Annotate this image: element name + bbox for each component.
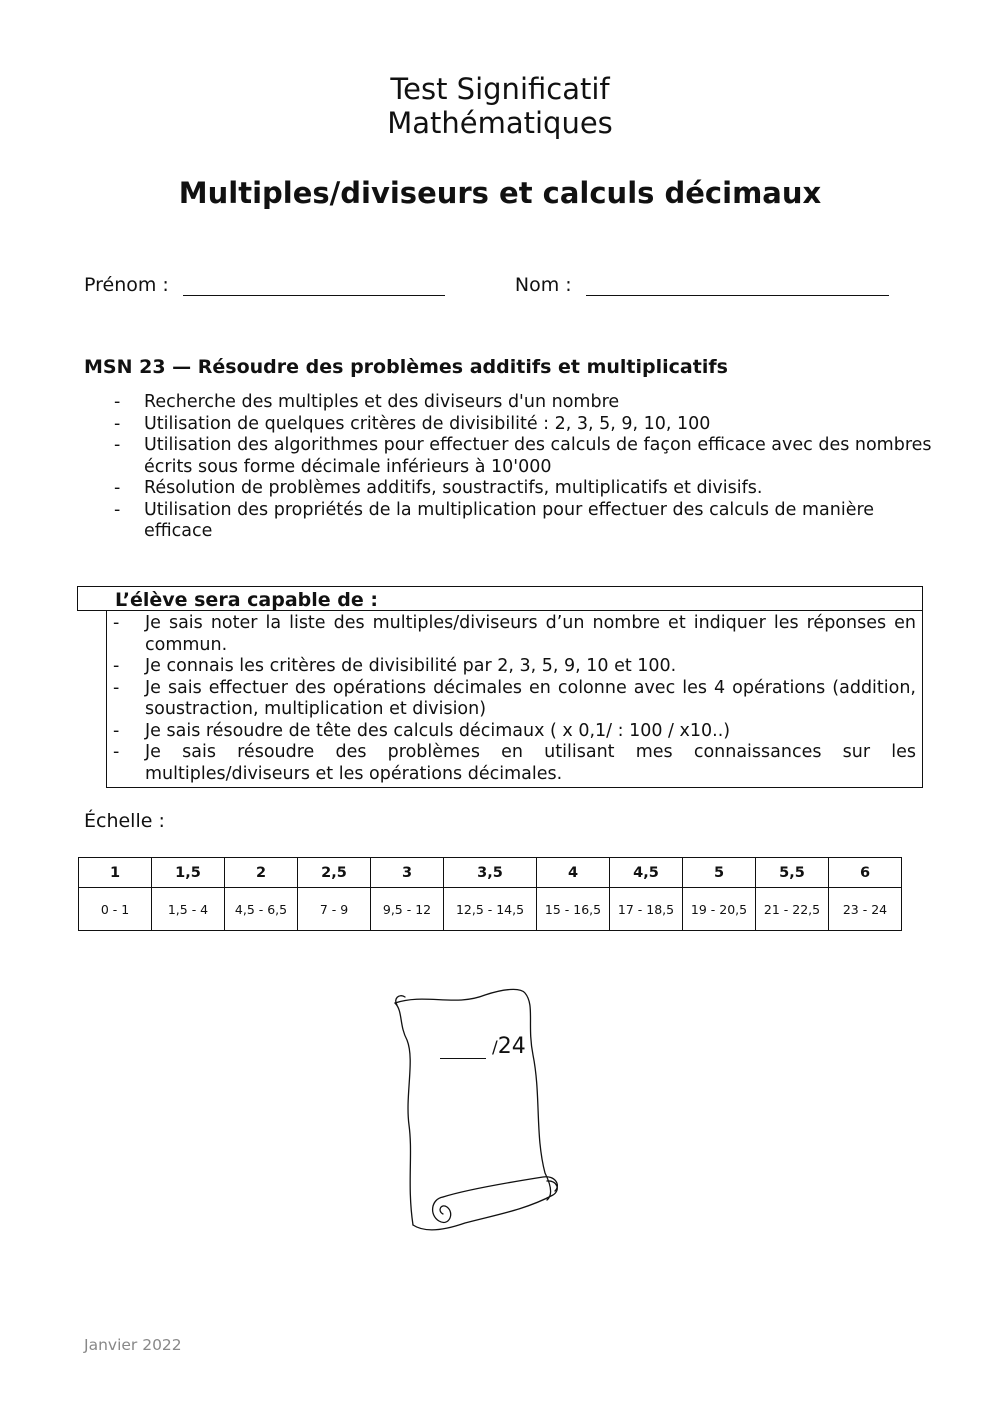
prenom-field[interactable] bbox=[183, 275, 445, 296]
range-cell: 15 - 16,5 bbox=[537, 888, 610, 931]
nom-field[interactable] bbox=[586, 275, 889, 296]
range-cell: 17 - 18,5 bbox=[610, 888, 683, 931]
list-item: - Je connais les critères de divisibilité par 2, 3, 5, 9, 10 et 100. bbox=[113, 656, 677, 676]
test-title: Test Significatif bbox=[390, 72, 610, 106]
list-item: - Recherche des multiples et des diviseurs d'un nombre bbox=[114, 392, 620, 412]
grade-cell: 5,5 bbox=[756, 858, 829, 888]
list-item: - Je sais effectuer des opérations décimales en colonne avec les 4 opérations (addition, soustraction, multiplication et division) bbox=[113, 677, 916, 719]
msn-title: MSN 23 — Résoudre des problèmes additifs et multiplicatifs bbox=[84, 356, 728, 378]
list-item: - Je sais résoudre de tête des calculs décimaux ( x 0,1/ : 100 / x10..) bbox=[113, 720, 731, 741]
list-item: - Utilisation des algorithmes pour effectuer des calculs de façon efficace avec des nombres écrits sous forme décimale inférieurs à 10'000 bbox=[114, 435, 932, 477]
grade-cell: 2,5 bbox=[298, 858, 371, 888]
grade-cell: 3 bbox=[371, 858, 444, 888]
grade-cell: 6 bbox=[829, 858, 902, 888]
grade-cell: 5 bbox=[683, 858, 756, 888]
range-cell: 19 - 20,5 bbox=[683, 888, 756, 931]
score-field[interactable] bbox=[440, 1038, 486, 1059]
grade-cell: 4 bbox=[537, 858, 610, 888]
subject-title: Mathématiques bbox=[387, 106, 613, 140]
title-block bbox=[0, 72, 1000, 140]
list-item: - Utilisation des propriétés de la multiplication pour effectuer des calculs de manière efficace bbox=[114, 499, 875, 541]
grade-scale-table bbox=[78, 857, 902, 931]
range-cell: 1,5 - 4 bbox=[152, 888, 225, 931]
range-cell: 7 - 9 bbox=[298, 888, 371, 931]
table-row bbox=[79, 858, 902, 888]
list-item: - Je sais résoudre des problèmes en utilisant mes connaissances sur les multiples/diviseurs et les opérations décimales. bbox=[113, 742, 916, 784]
list-item: - Je sais noter la liste des multiples/diviseurs d’un nombre et indiquer les réponses en commun. bbox=[113, 613, 916, 655]
grade-cell: 1 bbox=[79, 858, 152, 888]
score-slash: / bbox=[492, 1038, 498, 1058]
scale-label: Échelle : bbox=[84, 810, 165, 832]
objectives-title: L’élève sera capable de : bbox=[115, 589, 378, 611]
score-box bbox=[440, 1034, 526, 1059]
list-item: - Résolution de problèmes additifs, soustractifs, multiplicatifs et divisifs. bbox=[114, 478, 763, 498]
range-cell: 4,5 - 6,5 bbox=[225, 888, 298, 931]
objectives-header bbox=[77, 586, 923, 611]
page-title: Multiples/diviseurs et calculs décimaux bbox=[178, 176, 822, 210]
grade-cell: 3,5 bbox=[444, 858, 537, 888]
range-cell: 21 - 22,5 bbox=[756, 888, 829, 931]
prenom-label: Prénom : bbox=[84, 274, 169, 296]
range-cell: 9,5 - 12 bbox=[371, 888, 444, 931]
range-cell: 12,5 - 14,5 bbox=[444, 888, 537, 931]
grade-cell: 1,5 bbox=[152, 858, 225, 888]
objectives-body bbox=[106, 611, 923, 788]
range-cell: 0 - 1 bbox=[79, 888, 152, 931]
table-row bbox=[79, 888, 902, 931]
footer-date: Janvier 2022 bbox=[84, 1336, 182, 1354]
scroll-illustration bbox=[385, 985, 565, 1235]
list-item: - Utilisation de quelques critères de divisibilité : 2, 3, 5, 9, 10, 100 bbox=[114, 413, 711, 434]
identity-row bbox=[84, 274, 889, 296]
score-total: 24 bbox=[497, 1034, 526, 1059]
grade-cell: 4,5 bbox=[610, 858, 683, 888]
objectives-box bbox=[77, 586, 923, 786]
nom-label: Nom : bbox=[514, 274, 572, 296]
grade-cell: 2 bbox=[225, 858, 298, 888]
range-cell: 23 - 24 bbox=[829, 888, 902, 931]
msn-list bbox=[84, 392, 934, 543]
